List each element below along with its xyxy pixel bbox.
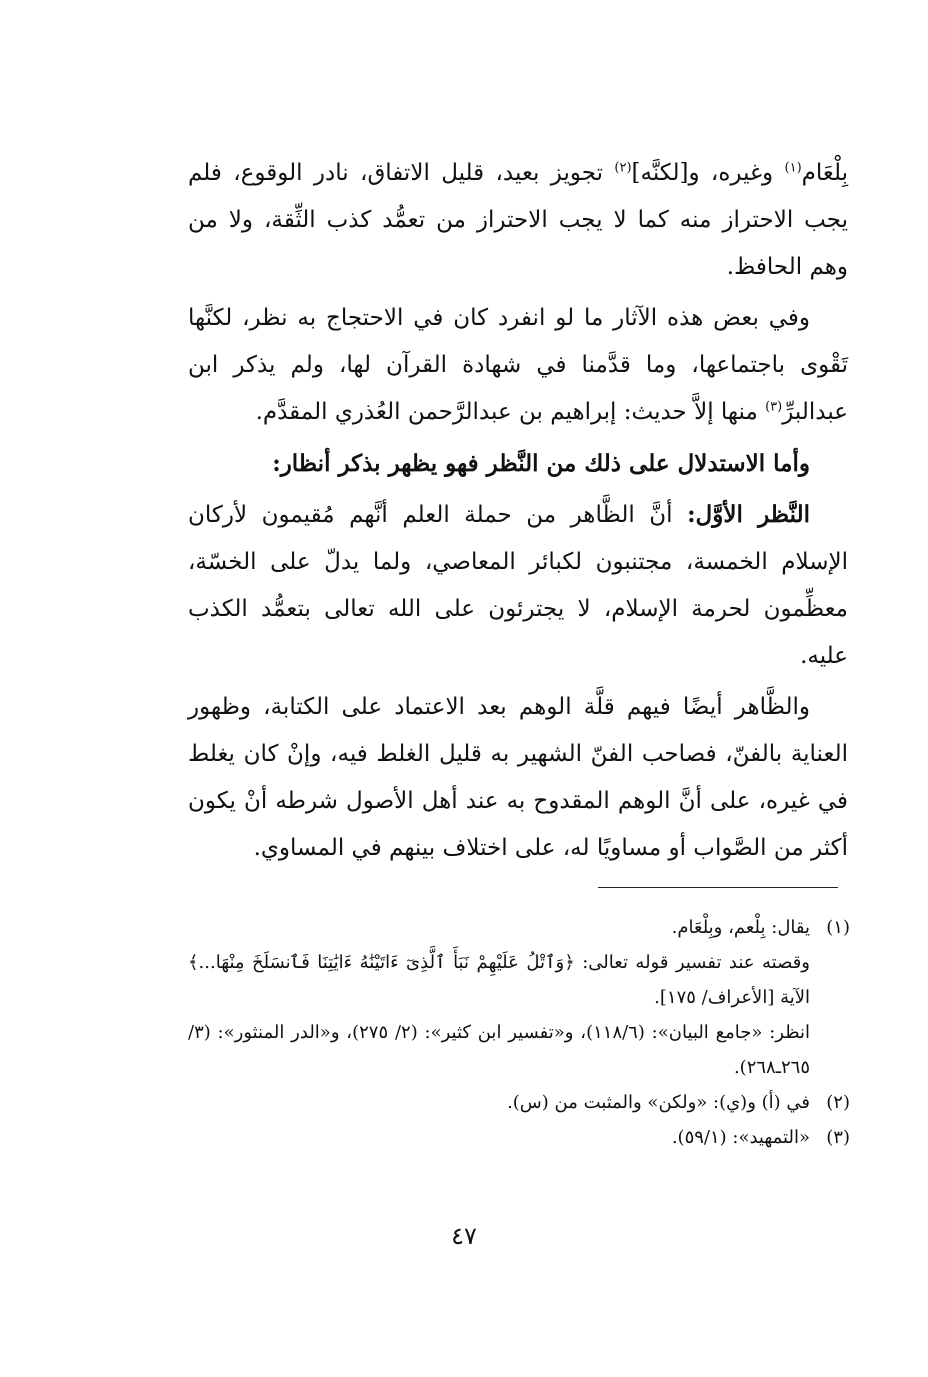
footnote-2-text: في (أ) و(ي): «ولكن» والمثبت من (س). (507, 1092, 810, 1113)
page-number: ٤٧ (451, 1222, 477, 1250)
footnote-ref-2: (٢) (614, 160, 632, 176)
paragraph-1-end: تجويز بعيد، قليل الاتفاق، نادر الوقوع، فلم يجب الاحتراز منه كما لا يجب الاحتراز من تعمُّد كذب الثِّقة، ولا من وهم الحافظ. (188, 160, 848, 280)
footnote-3-text: «التمهيد»: (٥٩/١). (671, 1127, 810, 1148)
footnote-3-number: (٣) (826, 1127, 850, 1148)
footnote-2-number: (٢) (826, 1092, 850, 1113)
paragraph-2 (188, 295, 848, 436)
footnotes-block (188, 910, 850, 1155)
paragraph-4 (188, 491, 848, 680)
paragraph-5: والظَّاهر أيضًا فيهم قلَّة الوهم بعد الاعتماد على الكتابة، وظهور العناية بالفنّ، فصاحب الفنّ الشهير به قليل الغلط فيه، وإنْ كان يغلط في غيره، على أنَّ الوهم المقدوح به عند أهل الأصول شرطه أنْ يكون أكثر من الصَّواب أو مساويًا له، على اختلاف بينهم في المساوي. (188, 694, 848, 861)
main-text-block (188, 150, 848, 876)
paragraph-3-bold: وأما الاستدلال على ذلك من النَّظر فهو يظهر بذكر أنظار: (272, 450, 810, 477)
paragraph-2-end: منها إلاَّ حديث: إبراهيم بن عبدالرَّحمن العُذري المقدَّم. (255, 399, 766, 425)
footnote-ref-3: (٣) (765, 399, 783, 415)
first-consideration-heading: النَّظر الأوَّل: (687, 501, 810, 528)
footnote-1-line-1: يقال: بِلْعم، وبِلْعَام. (671, 917, 810, 938)
footnote-1-line-3: انظر: «جامع البيان»: (١١٨/٦)، و«تفسير ابن كثير»: (٢/ ٢٧٥)، و«الدر المنثور»: (٣/ ٢٦٥ـ٢٦٨). (188, 1022, 810, 1078)
footnote-1 (188, 910, 850, 1085)
paragraph-1-start: بِلْعَام (801, 160, 848, 186)
paragraph-1-middle: وغيره، و[لكنَّه] (631, 160, 785, 186)
footnote-2 (188, 1085, 850, 1120)
footnote-1-body (188, 910, 810, 1085)
footnote-1-line-2: وقصته عند تفسير قوله تعالى: ﴿وَٱتْلُ عَلَيْهِمْ نَبَأَ ٱلَّذِىٓ ءَاتَيْنَٰهُ ءَايَٰتِنَا فَٱنسَلَخَ مِنْهَا...﴾ الآية [الأعراف/ ١٧٥]. (188, 952, 810, 1008)
footnote-3 (188, 1120, 850, 1155)
footnote-ref-1: (١) (784, 160, 802, 176)
paragraph-1 (188, 150, 848, 291)
footnote-separator (598, 887, 838, 888)
paragraph-4-text: أنَّ الظَّاهر من حملة العلم أنَّهم مُقيمون لأركان الإسلام الخمسة، مجتنبون لكبائر المعاصي، ولما يدلّ على الخسّة، معظِّمون لحرمة الإسلام، لا يجترئون على الله تعالى بتعمُّد الكذب عليه. (188, 502, 848, 669)
footnote-1-number: (١) (826, 917, 850, 938)
paragraph-2-start: وفي بعض هذه الآثار ما لو انفرد كان في الاحتجاج به نظر، لكنَّها تَقْوى باجتماعها، وما قدَّمنا في شهادة القرآن لها، ولم يذكر ابن عبدالبرِّ (188, 305, 848, 425)
